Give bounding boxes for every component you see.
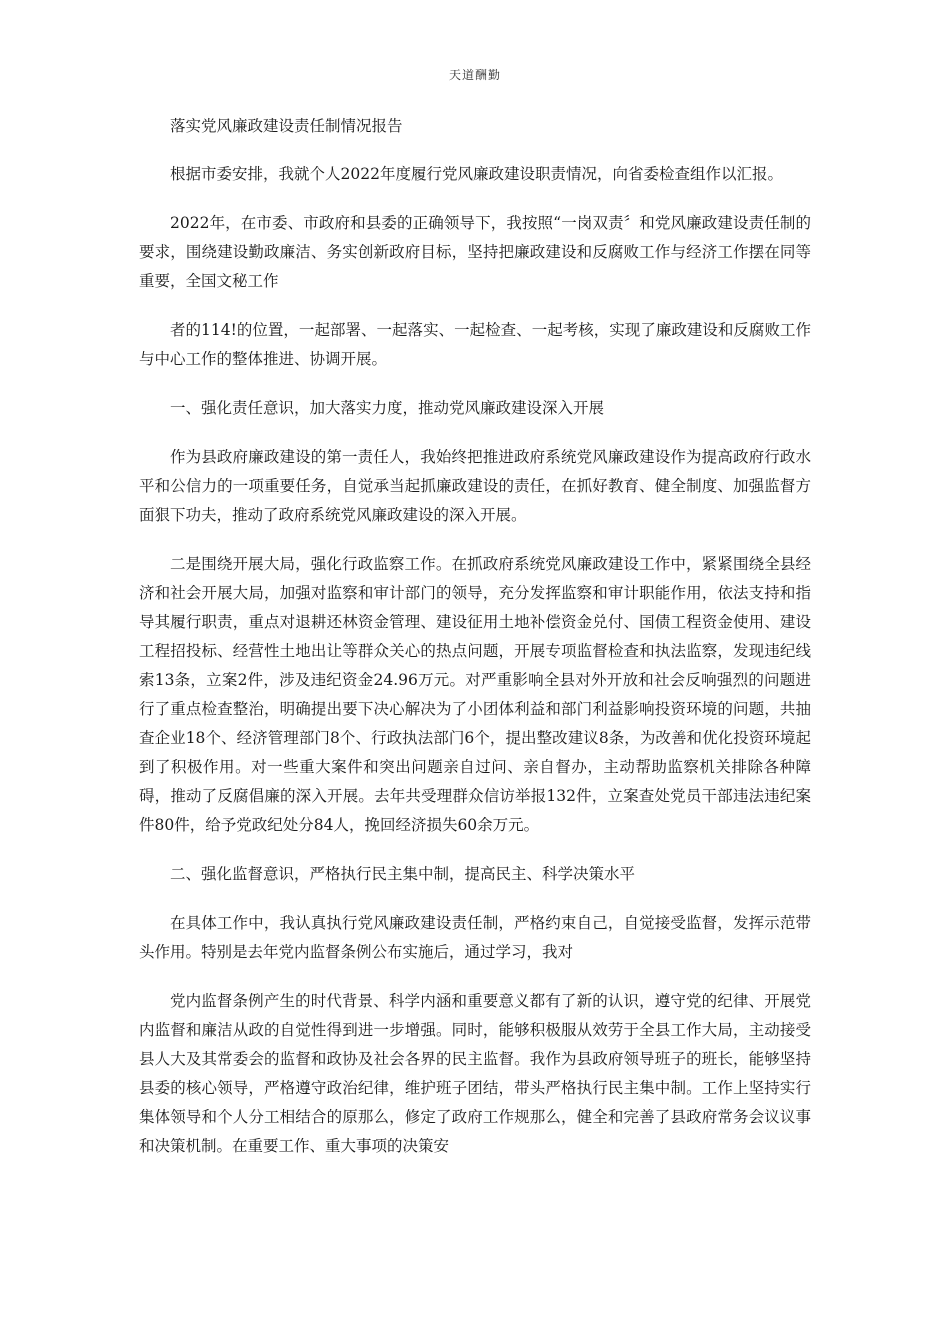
- paragraph: 党内监督条例产生的时代背景、科学内涵和重要意义都有了新的认识，遵守党的纪律、开展党内监督和廉洁从政的自觉性得到进一步增强。同时，能够积极服从效劳于全县工作大局，主动接受县人大及其常委会的监督和政协及社会各界的民主监督。我作为县政府领导班子的班长，能够坚持县委的核心领导，严格遵守政治纪律，维护班子团结，带头严格执行民主集中制。工作上坚持实行集体领导和个人分工相结合的原那么，修定了政府工作规那么，健全和完善了县政府常务会议议事和决策机制。在重要工作、重大事项的决策安: [139, 992, 811, 1155]
- paragraph: 根据市委安排，我就个人2022年度履行党风廉政建设职责情况，向省委检查组作以汇报。: [170, 165, 783, 183]
- section-heading: 二、强化监督意识，严格执行民主集中制，提高民主、科学决策水平: [170, 865, 636, 883]
- document-body: [139, 112, 811, 1181]
- paragraph: 者的114!的位置，一起部署、一起落实、一起检查、一起考核，实现了廉政建设和反腐败工作与中心工作的整体推进、协调开展。: [139, 321, 811, 368]
- paragraph: 2022年，在市委、市政府和县委的正确领导下，我按照“一岗双责〞和党风廉政建设责任制的要求，围绕建设勤政廉洁、务实创新政府目标，坚持把廉政建设和反腐败工作与经济工作摆在同等重要，全国文秘工作: [139, 214, 811, 290]
- document-title: 落实党风廉政建设责任制情况报告: [170, 117, 403, 135]
- section-heading: 一、强化责任意识，加大落实力度，推动党风廉政建设深入开展: [170, 399, 605, 417]
- page-header: 天道酬勤: [448, 68, 501, 82]
- paragraph: 在具体工作中，我认真执行党风廉政建设责任制，严格约束自己，自觉接受监督，发挥示范带头作用。特别是去年党内监督条例公布实施后，通过学习，我对: [139, 914, 811, 961]
- paragraph: 作为县政府廉政建设的第一责任人，我始终把推进政府系统党风廉政建设作为提高政府行政水平和公信力的一项重要任务，自觉承当起抓廉政建设的责任，在抓好教育、健全制度、加强监督方面狠下功夫，推动了政府系统党风廉政建设的深入开展。: [139, 448, 811, 524]
- paragraph: 二是围绕开展大局，强化行政监察工作。在抓政府系统党风廉政建设工作中，紧紧围绕全县经济和社会开展大局，加强对监察和审计部门的领导，充分发挥监察和审计职能作用，依法支持和指导其履行职责，重点对退耕还林资金管理、建设征用土地补偿资金兑付、国债工程资金使用、建设工程招投标、经营性土地出让等群众关心的热点问题，开展专项监督检查和执法监察，发现违纪线索13条，立案2件，涉及违纪资金24.96万元。对严重影响全县对外开放和社会反响强烈的问题进行了重点检查整治，明确提出要下决心解决为了小团体利益和部门利益影响投资环境的问题，共抽查企业18个、经济管理部门8个、行政执法部门6个，提出整改建议8条，为改善和优化投资环境起到了积极作用。对一些重大案件和突出问题亲自过问、亲自督办，主动帮助监察机关排除各种障碍，推动了反腐倡廉的深入开展。去年共受理群众信访举报132件，立案查处党员干部违法违纪案件80件，给予党政纪处分84人，挽回经济损失60余万元。: [139, 555, 811, 834]
